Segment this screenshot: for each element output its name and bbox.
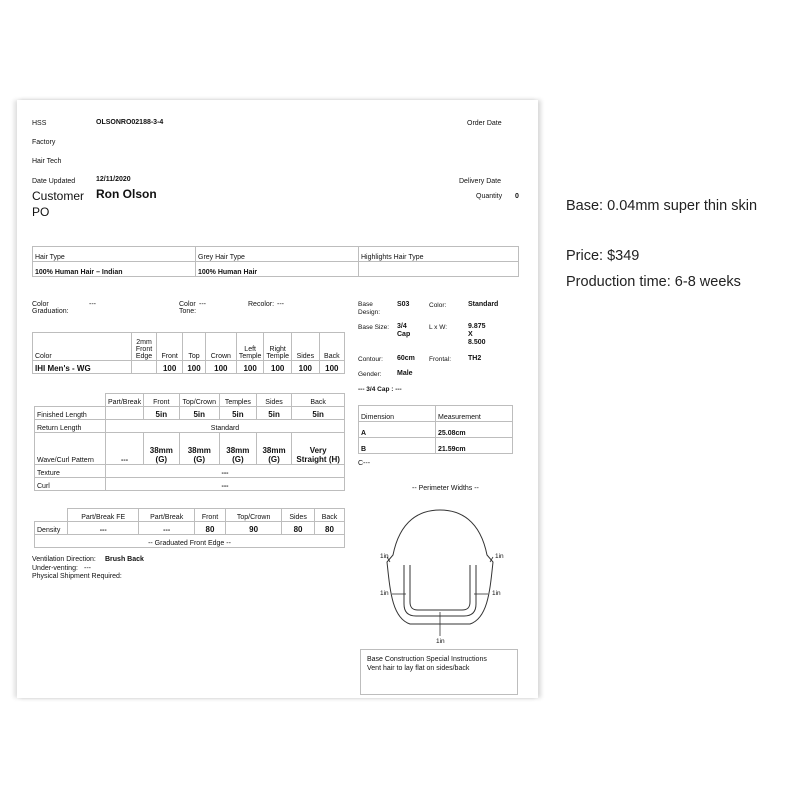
perimeter-title: -- Perimeter Widths --	[412, 485, 479, 492]
color-header: Color	[33, 333, 132, 361]
lxw-label: L x W:	[429, 324, 448, 331]
perimeter-inner-line	[404, 565, 476, 616]
customer-label: Customer	[32, 189, 85, 203]
density-sides: 80	[282, 522, 315, 535]
customer-value: Ron Olson	[96, 187, 157, 201]
finished-top-crown: 5in	[179, 407, 219, 420]
right-mid-width: 1in	[492, 590, 501, 597]
left-upper-width: 1in	[380, 553, 389, 560]
front-edge-value	[132, 361, 157, 374]
density-part-break: ---	[139, 522, 195, 535]
contour-label: Contour:	[358, 356, 383, 363]
top-header: Top	[183, 333, 206, 361]
contour-value: 60cm	[397, 355, 415, 362]
back-value: 100	[319, 361, 344, 374]
frontal-value: TH2	[468, 355, 482, 362]
lxw-value-length: 9.875	[468, 323, 486, 330]
production-note: Production time: 6-8 weeks	[566, 274, 741, 290]
special-instructions-text: Vent hair to lay flat on sides/back	[367, 665, 470, 672]
base-note: Base: 0.04mm super thin skin	[566, 198, 758, 214]
base-design-label: Base Design:	[358, 301, 381, 316]
ventilation-direction-label: Ventilation Direction:	[32, 556, 96, 563]
front-edge-header: 2mm Front Edge	[132, 333, 157, 361]
finished-back: 5in	[292, 407, 345, 420]
date-updated-value: 12/11/2020	[96, 176, 131, 183]
finished-length-label: Finished Length	[35, 407, 106, 420]
grey-hair-type-header: Grey Hair Type	[196, 247, 359, 262]
density-part-break-header: Part/Break	[139, 509, 195, 522]
density-corner	[35, 509, 68, 522]
po-label: PO	[32, 205, 50, 219]
base-color-value: Standard	[468, 301, 499, 308]
right-temple-header: Right Temple	[264, 333, 292, 361]
dimension-c-label: C---	[358, 460, 371, 467]
perimeter-diagram	[360, 500, 520, 650]
density-back-header: Back	[314, 509, 344, 522]
color-graduation-label: Color Graduation:	[32, 301, 69, 315]
dimension-b-value: 21.59cm	[436, 438, 513, 454]
texture-value: ---	[106, 465, 345, 478]
color-tone-value: ---	[199, 301, 206, 308]
part-break-fe-header: Part/Break FE	[68, 509, 139, 522]
density-sides-header: Sides	[282, 509, 315, 522]
highlights-hair-type-header: Highlights Hair Type	[359, 247, 519, 262]
grey-hair-type-value: 100% Human Hair	[196, 262, 359, 277]
density-label: Density	[35, 522, 68, 535]
finished-front: 5in	[144, 407, 180, 420]
length-front-header: Front	[144, 394, 180, 407]
dimension-b-label: B	[359, 438, 436, 454]
length-sides-header: Sides	[256, 394, 292, 407]
dimension-a-label: A	[359, 422, 436, 438]
front-header: Front	[157, 333, 183, 361]
lxw-value-width: 8.500	[468, 339, 486, 346]
color-tone-label: Color Tone:	[179, 301, 197, 315]
base-design-value: S03	[397, 301, 410, 308]
hair-tech-label: Hair Tech	[32, 158, 62, 165]
density-front: 80	[194, 522, 225, 535]
left-temple-value: 100	[236, 361, 264, 374]
gender-value: Male	[397, 370, 413, 377]
wave-sides: 38mm (G)	[256, 433, 292, 465]
density-front-header: Front	[194, 509, 225, 522]
sides-header: Sides	[291, 333, 319, 361]
lxw-value-x: X	[468, 331, 473, 338]
front-value: 100	[157, 361, 183, 374]
special-instructions-box	[360, 649, 518, 695]
dimension-a-value: 25.08cm	[436, 422, 513, 438]
measurement-header: Measurement	[436, 406, 513, 422]
color-value: IHI Men's - WG	[33, 361, 132, 374]
crown-header: Crown	[205, 333, 236, 361]
cap-outline	[387, 510, 493, 624]
base-size-value: 3/4 Cap	[397, 323, 411, 338]
quantity-label: Quantity	[476, 193, 503, 200]
finished-temples: 5in	[219, 407, 256, 420]
density-table	[34, 508, 345, 548]
gender-label: Gender:	[358, 371, 382, 378]
delivery-date-label: Delivery Date	[459, 178, 502, 185]
sides-value: 100	[291, 361, 319, 374]
density-top-crown: 90	[226, 522, 282, 535]
price-note: Price: $349	[566, 248, 640, 264]
factory-label: Factory	[32, 139, 56, 146]
graduated-front-edge: -- Graduated Front Edge --	[35, 535, 345, 548]
density-top-crown-header: Top/Crown	[226, 509, 282, 522]
base-color-label: Color:	[429, 302, 447, 309]
top-crown-header: Top/Crown	[179, 394, 219, 407]
length-back-header: Back	[292, 394, 345, 407]
length-table	[34, 393, 345, 491]
order-date-label: Order Date	[467, 120, 502, 127]
hss-label: HSS	[32, 120, 47, 127]
dimension-table	[358, 405, 513, 454]
curl-value: ---	[106, 478, 345, 491]
left-mid-width: 1in	[380, 590, 389, 597]
recolor-label: Recolor:	[248, 301, 275, 308]
color-graduation-value: ---	[89, 301, 96, 308]
highlights-hair-type-value	[359, 262, 519, 277]
finished-sides: 5in	[256, 407, 292, 420]
curl-label: Curl	[35, 478, 106, 491]
base-size-label: Base Size:	[358, 324, 390, 331]
quantity-value: 0	[515, 193, 519, 200]
temples-header: Temples	[219, 394, 256, 407]
hair-type-header: Hair Type	[33, 247, 196, 262]
wave-curl-label: Wave/Curl Pattern	[35, 433, 106, 465]
density-part-break-fe: ---	[68, 522, 139, 535]
wave-front: 38mm (G)	[144, 433, 180, 465]
return-length-value: Standard	[106, 420, 345, 433]
wave-part-break: ---	[106, 433, 144, 465]
under-venting-label: Under-venting:	[32, 565, 78, 572]
right-upper-width: 1in	[495, 553, 504, 560]
back-header: Back	[319, 333, 344, 361]
length-corner	[35, 394, 106, 407]
wave-temples: 38mm (G)	[219, 433, 256, 465]
special-instructions-title: Base Construction Special Instructions	[367, 656, 487, 663]
hss-value: OLSONRO02188-3-4	[96, 119, 164, 126]
bottom-width: 1in	[436, 638, 445, 645]
dimension-header: Dimension	[359, 406, 436, 422]
under-venting-value: ---	[84, 565, 91, 572]
right-temple-value: 100	[264, 361, 292, 374]
date-updated-label: Date Updated	[32, 178, 76, 185]
crown-value: 100	[205, 361, 236, 374]
color-table	[32, 332, 345, 374]
part-break-header: Part/Break	[106, 394, 144, 407]
physical-shipment-label: Physical Shipment Required:	[32, 573, 122, 580]
recolor-value: ---	[277, 301, 284, 308]
perimeter-inner-line-2	[410, 565, 470, 610]
wave-back: Very Straight (H)	[292, 433, 345, 465]
return-length-label: Return Length	[35, 420, 106, 433]
texture-label: Texture	[35, 465, 106, 478]
cap-label: --- 3/4 Cap : ---	[358, 386, 402, 393]
finished-part-break	[106, 407, 144, 420]
wave-top-crown: 38mm (G)	[179, 433, 219, 465]
hair-type-value: 100% Human Hair – Indian	[33, 262, 196, 277]
left-temple-header: Left Temple	[236, 333, 264, 361]
top-value: 100	[183, 361, 206, 374]
ventilation-direction-value: Brush Back	[105, 556, 144, 563]
frontal-label: Frontal:	[429, 356, 452, 363]
hair-type-table	[32, 246, 519, 277]
density-back: 80	[314, 522, 344, 535]
